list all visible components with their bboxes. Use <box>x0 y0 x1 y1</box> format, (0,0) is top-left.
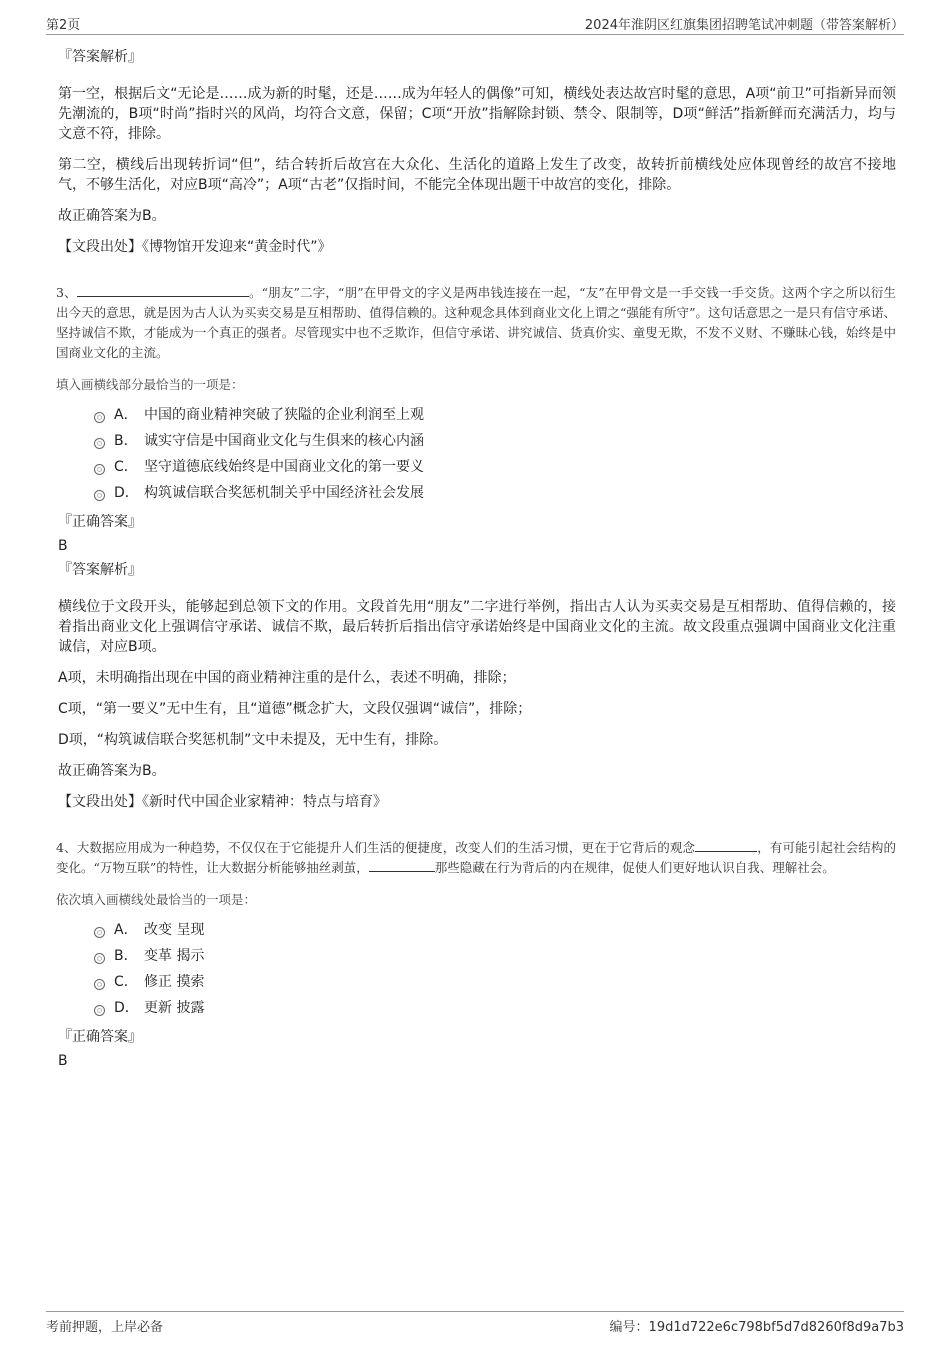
q4-options <box>94 918 896 1022</box>
q3-option-d[interactable]: D． 构筑诚信联合奖惩机制关乎中国经济社会发展 <box>94 481 896 507</box>
q4-option-a[interactable]: A． 改变 呈现 <box>94 918 896 944</box>
radio-icon[interactable] <box>94 412 105 423</box>
q4-stem: 4、大数据应用成为一种趋势，不仅仅在于它能提升人们生活的便捷度，改变人们的生活习惯，更在于它背后的观念 ，有可能引起社会结构的变化。“万物互联”的特性，让大数据分析能够抽丝剥茧， 那些隐藏在行为背后的内在规律，促使人们更好地认识自我、理解社会。 <box>56 840 896 875</box>
q4-correct-label: 『正确答案』 <box>58 1029 142 1045</box>
q3-option-a[interactable]: A． 中国的商业精神突破了狭隘的企业利润至上观 <box>94 403 896 429</box>
q3-correct-label: 『正确答案』 <box>58 514 142 530</box>
radio-icon[interactable] <box>94 490 105 501</box>
q3-analysis-para-1: 横线位于文段开头，能够起到总领下文的作用。文段首先用“朋友”二字进行举例，指出古人认为买卖交易是互相帮助、值得信赖的，接着指出商业文化上强调信守承诺、诚信不欺，最后转折后指出信守承诺始终是中国商业文化的主流。故文段重点强调中国商业文化注重诚信，对应B项。 <box>58 599 896 655</box>
q4-option-b[interactable]: B． 变革 揭示 <box>94 944 896 970</box>
q3-analysis-para-4: D项，“构筑诚信联合奖惩机制”文中未提及，无中生有，排除。 <box>58 732 448 748</box>
code-value: 19d1d722e6c798bf5d7d8260f8d9a7b3 <box>648 1320 904 1335</box>
q4-correct-answer: B <box>58 1053 68 1069</box>
q4-option-c[interactable]: C． 修正 摸索 <box>94 970 896 996</box>
q2-source: 【文段出处】《博物馆开发迎来“黄金时代”》 <box>58 239 332 255</box>
page-header <box>46 14 904 35</box>
q2-analysis-label: 『答案解析』 <box>58 49 142 65</box>
q3-text: 。“朋友”二字，“朋”在甲骨文的字义是两串钱连接在一起，“友”在甲骨文是一手交钱一手交货。这两个字之所以衍生出今天的意思，就是因为古人认为买卖交易是互相帮助、值得信赖的。这种观念具体到商业文化上谓之“强能有所守”。这句话意思之一是只有信守承诺、坚持诚信不欺，才能成为一个真正的强者。尽管现实中也不乏欺诈，但信守承诺、讲究诚信、货真价实、童叟无欺，不发不义财、不赚昧心钱，始终是中国商业文化的主流。 <box>56 285 896 360</box>
document-title: 2024年淮阴区红旗集团招聘笔试冲刺题（带答案解析） <box>584 18 904 33</box>
q3-options <box>94 403 896 507</box>
q2-analysis-conclusion: 故正确答案为B。 <box>58 208 166 224</box>
q2-analysis-para-2: 第二空，横线后出现转折词“但”，结合转折后故宫在大众化、生活化的道路上发生了改变，故转折前横线处应体现曾经的故宫不接地气，不够生活化，对应B项“高冷”；A项“古老”仅指时间，不能完全体现出题干中故宫的变化，排除。 <box>58 157 896 193</box>
q4-option-d[interactable]: D． 更新 披露 <box>94 996 896 1022</box>
page-footer <box>46 1311 904 1334</box>
q3-analysis-para-3: C项，“第一要义”无中生有，且“道德”概念扩大，文段仅强调“诚信”，排除； <box>58 701 532 717</box>
footer-slogan: 考前押题，上岸必备 <box>46 1320 164 1335</box>
radio-icon[interactable] <box>94 979 105 990</box>
page-content <box>56 48 896 1076</box>
radio-icon[interactable] <box>94 927 105 938</box>
q4-number: 4、 <box>56 840 77 855</box>
q3-answer-blank <box>77 283 249 297</box>
radio-icon[interactable] <box>94 464 105 475</box>
page-number: 第2页 <box>46 18 81 33</box>
q3-analysis-para-2: A项，未明确指出现在中国的商业精神注重的是什么，表述不明确，排除； <box>58 670 516 686</box>
q3-stem <box>56 283 896 363</box>
q3-correct-answer: B <box>58 538 68 554</box>
q3-prompt: 填入画横线部分最恰当的一项是： <box>56 377 244 392</box>
q4-answer-blank-2 <box>369 858 435 872</box>
radio-icon[interactable] <box>94 1005 105 1016</box>
document-code <box>610 1316 904 1335</box>
q3-option-b[interactable]: B． 诚实守信是中国商业文化与生俱来的核心内涵 <box>94 429 896 455</box>
q2-analysis-para-1: 第一空，根据后文“无论是……成为新的时髦，还是……成为年轻人的偶像”可知，横线处表达故宫时髦的意思，A项“前卫”可指新异而领先潮流的，B项“时尚”指时兴的风尚，均符合文意，保留；C项“开放”指解除封锁、禁令、限制等，D项“鲜活”指新鲜而充满活力，均与文意不符，排除。 <box>58 86 896 142</box>
q4-answer-blank-1 <box>695 838 757 852</box>
q3-option-c[interactable]: C． 坚守道德底线始终是中国商业文化的第一要义 <box>94 455 896 481</box>
q3-source: 【文段出处】《新时代中国企业家精神：特点与培育》 <box>58 794 387 810</box>
q3-analysis-label: 『答案解析』 <box>58 562 142 578</box>
code-label: 编号： <box>609 1320 649 1335</box>
q4-prompt: 依次填入画横线处最恰当的一项是： <box>56 892 257 907</box>
q3-number: 3、 <box>56 285 77 300</box>
radio-icon[interactable] <box>94 438 105 449</box>
radio-icon[interactable] <box>94 953 105 964</box>
q3-analysis-conclusion: 故正确答案为B。 <box>58 763 166 779</box>
